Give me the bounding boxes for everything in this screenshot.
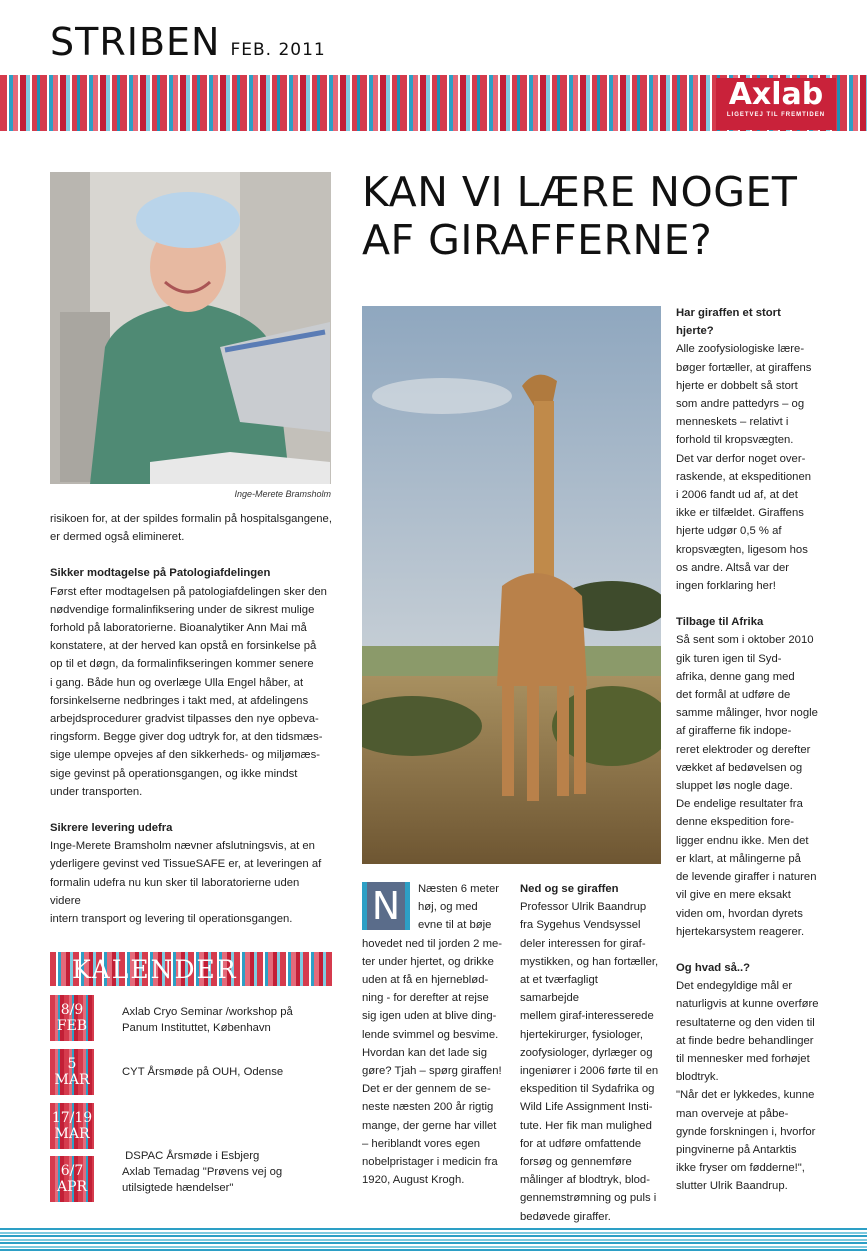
text-line: hjertekarsystem reagerer. xyxy=(676,925,805,938)
text-line: raskende, at ekspeditionen xyxy=(676,470,812,483)
text-line: bøger fortæller, at giraffens xyxy=(676,361,812,374)
calendar-day: 5 xyxy=(67,1056,77,1072)
text-line: under transporten. xyxy=(50,785,143,798)
text-line: samme målinger, hvor nogle xyxy=(676,707,818,720)
text-line: at et tværfagligt samarbejde xyxy=(520,974,598,1005)
text-line: bedøvede giraffer. xyxy=(520,1210,611,1223)
section-heading: hjerte? xyxy=(676,325,714,338)
text-line: risikoen for, at der spildes formalin på hospitalsgangene, xyxy=(50,513,332,525)
text-line: tute. Her fik man mulighed xyxy=(520,1119,652,1132)
footer-stripe-bar xyxy=(0,1228,867,1252)
event-line: Panum Instituttet, København xyxy=(122,1022,271,1034)
text-line: arbejdsprocedurer gradvist tilpasses den nye opbeva- xyxy=(50,713,319,726)
calendar-date-badge xyxy=(50,1103,94,1149)
calendar-month: MAR xyxy=(54,1072,90,1088)
text-line: kropsvægten, ligesom hos xyxy=(676,543,808,556)
text-line: forhold på laboratorierne. Bioanalytiker Ann Mai må xyxy=(50,622,307,635)
newsletter-title: STRIBEN xyxy=(50,20,221,64)
event-line: CYT Årsmøde på OUH, Odense xyxy=(122,1066,284,1078)
text-line: i gang. Både hun og overlæge Ulla Engel håber, at xyxy=(50,676,304,689)
text-line: sig igen uden at blive ding- xyxy=(362,1010,497,1023)
text-line: Det er der gennem de se- xyxy=(362,1083,491,1096)
text-line: Wild Life Assignment Insti- xyxy=(520,1101,653,1114)
text-line: vækket af bedøvelsen og xyxy=(676,761,803,774)
calendar-event-text xyxy=(122,1164,322,1196)
logo-tagline: LIGETVEJ TIL FREMTIDEN xyxy=(726,112,826,118)
text-line: til mennesker med forhøjet xyxy=(676,1052,810,1065)
text-line: os andre. Altså var der xyxy=(676,561,790,574)
calendar-date-badge xyxy=(50,995,94,1041)
text-line: mellem giraf-interesserede xyxy=(520,1010,654,1023)
text-line: ekspedition til Sydafrika og xyxy=(520,1083,655,1096)
text-line: som andre pattedyrs – og xyxy=(676,398,805,411)
text-line: afrika, denne gang med xyxy=(676,670,795,683)
text-line: Næsten 6 meter xyxy=(418,883,499,895)
text-line: gennemstrømning og puls i xyxy=(520,1192,657,1205)
masthead xyxy=(50,20,326,68)
section-heading: Har giraffen et stort xyxy=(676,307,781,319)
text-line: hjertekirurger, fysiologer, xyxy=(520,1028,644,1041)
text-line: målinger af blodtryk, blod- xyxy=(520,1174,650,1187)
section-heading: Tilbage til Afrika xyxy=(676,616,764,629)
text-line: ingeniører i 2006 førte til en xyxy=(520,1065,659,1078)
calendar-day: 17/19 xyxy=(51,1110,93,1126)
text-line: ligger endnu ikke. Men det xyxy=(676,834,809,847)
text-line: Alle zoofysiologiske lære- xyxy=(676,343,805,356)
text-line: gynde forskningen i, hvorfor xyxy=(676,1125,816,1138)
text-line: er klart, at målingerne på xyxy=(676,852,801,865)
section-heading: Sikrere levering udefra xyxy=(50,822,173,835)
text-line: lende svimmel og besvime. xyxy=(362,1028,499,1041)
text-line: Det endegyldige mål er xyxy=(676,980,793,993)
text-line: uden at få en hjerneblød- xyxy=(362,974,489,987)
text-line: resultaterne og den viden til xyxy=(676,1016,815,1029)
text-line: for at udføre omfattende xyxy=(520,1137,642,1150)
event-line: Axlab Temadag "Prøvens vej og xyxy=(122,1166,283,1178)
giraffe-photo xyxy=(362,306,661,864)
column-left xyxy=(50,510,332,928)
text-line: "Når det er lykkedes, kunne xyxy=(676,1089,815,1102)
text-line: gik turen igen til Syd- xyxy=(676,652,782,665)
column-right xyxy=(676,304,822,1196)
text-line: ikke fryser om fødderne!", xyxy=(676,1162,805,1175)
text-line: yderligere gevinst ved TissueSAFE er, at leveringen af xyxy=(50,858,322,871)
text-line: Inge-Merete Bramsholm nævner afslutningsvis, at en xyxy=(50,840,315,853)
event-line: utilsigtede hændelser" xyxy=(122,1182,234,1194)
calendar-month: FEB xyxy=(56,1018,88,1034)
text-line: – heriblandt vores egen xyxy=(362,1137,481,1150)
text-line: deler interessen for giraf- xyxy=(520,937,646,950)
text-line: sige gevinst på operationsgangen, og ikke mindst xyxy=(50,767,298,780)
calendar-day: 6/7 xyxy=(60,1163,84,1179)
text-line: op til et døgn, da formalinfikseringen kommer senere xyxy=(50,658,314,671)
event-line: Axlab Cryo Seminar /workshop på xyxy=(122,1006,293,1018)
text-line: slutter Ulrik Baandrup. xyxy=(676,1180,788,1193)
text-line: fra Sygehus Vendsyssel xyxy=(520,919,641,932)
text-line: af girafferne fik indope- xyxy=(676,725,792,738)
event-line: DSPAC Årsmøde i Esbjerg xyxy=(122,1150,260,1162)
text-line: pingvinerne på Antarktis xyxy=(676,1143,797,1156)
headline-line: KAN VI LÆRE NOGET xyxy=(362,168,798,216)
text-line: ikke er tilfældet. Giraffens xyxy=(676,507,804,520)
text-line: menneskets – relativt i xyxy=(676,416,789,429)
text-line: intern transport og levering til operationsgangen. xyxy=(50,913,293,926)
text-line: det formål at udføre de xyxy=(676,689,791,702)
text-line: hjerte udgør 0,5 % af xyxy=(676,525,782,538)
column-middle-left xyxy=(362,880,509,1189)
text-line: mystikken, og han fortæller, xyxy=(520,955,659,968)
drop-cap-letter: N xyxy=(367,882,405,930)
calendar-month: MAR xyxy=(54,1126,90,1142)
text-line: gøre? Tjah – spørg giraffen! xyxy=(362,1065,502,1078)
text-line: hovedet ned til jorden 2 me- xyxy=(362,937,503,950)
section-heading: Og hvad så..? xyxy=(676,961,751,974)
text-line: at finde bedre behandlinger xyxy=(676,1034,814,1047)
text-line: ning - for derefter at rejse xyxy=(362,992,489,1005)
text-line: Det var derfor noget over- xyxy=(676,452,806,465)
column-middle-right xyxy=(520,880,660,1226)
text-line: man overveje at påbe- xyxy=(676,1107,789,1120)
text-line: konstatere, at der herved kan opstå en forsinkelse på xyxy=(50,640,317,653)
text-line: denne ekspedition fore- xyxy=(676,816,795,829)
section-heading: Ned og se giraffen xyxy=(520,883,619,895)
calendar-event-text xyxy=(122,1004,322,1036)
calendar-event-text xyxy=(122,1064,322,1080)
portrait-photo xyxy=(50,172,331,484)
text-line: er dermed også elimineret. xyxy=(50,531,185,544)
text-line: forsinkelserne nedbringes i takt med, at afdelingens xyxy=(50,694,309,707)
text-line: vil give en mere eksakt xyxy=(676,889,791,902)
logo-name: Axlab xyxy=(728,77,824,112)
issue-date: FEB. 2011 xyxy=(230,40,326,60)
text-line: evne til at bøje xyxy=(418,919,492,932)
text-line: viden om, hvordan dyrets xyxy=(676,907,803,920)
section-heading: Sikker modtagelse på Patologiafdelingen xyxy=(50,567,271,580)
text-line: zoofysiologer, dyrlæger og xyxy=(520,1046,653,1059)
photo-caption: Inge-Merete Bramsholm xyxy=(234,489,331,499)
axlab-logo xyxy=(716,78,836,130)
text-line: Først efter modtagelsen på patologiafdelingen sker den xyxy=(50,585,327,598)
text-line: formalin udefra nu kun sker til laboratorierne uden videre xyxy=(50,876,300,907)
text-line: Professor Ulrik Baandrup xyxy=(520,901,647,914)
text-line: blodtryk. xyxy=(676,1071,719,1084)
text-line: Så sent som i oktober 2010 xyxy=(676,634,814,647)
text-line: De endelige resultater fra xyxy=(676,798,803,811)
text-line: reret elektroder og derefter xyxy=(676,743,811,756)
calendar-day: 8/9 xyxy=(60,1002,84,1018)
text-line: forhold til kropsvægten. xyxy=(676,434,794,447)
calendar-title: KALENDER xyxy=(72,955,238,984)
text-line: sige ulempe opvejes af den sikkerheds- og miljømæs- xyxy=(50,749,320,762)
text-line: mange, der gerne har villet xyxy=(362,1119,497,1132)
text-line: høj, og med xyxy=(418,901,478,914)
calendar-date-badge xyxy=(50,1156,94,1202)
calendar-month: APR xyxy=(56,1179,88,1195)
article-headline xyxy=(362,168,832,264)
headline-line: AF GIRAFFERNE? xyxy=(362,216,713,264)
text-line: i 2006 fandt ud af, at det xyxy=(676,489,798,502)
text-line: sluppet løs nogle dage. xyxy=(676,780,793,793)
text-line: naturligvis at kunne overføre xyxy=(676,998,819,1011)
text-line: ringsform. Begge giver dog udtryk for, at den tidsmæs- xyxy=(50,731,323,744)
text-line: hjerte er dobbelt så stort xyxy=(676,379,798,392)
text-line: ingen forklaring her! xyxy=(676,580,776,593)
text-line: Hvordan kan det lade sig xyxy=(362,1046,487,1059)
text-line: 1920, August Krogh. xyxy=(362,1174,465,1187)
text-line: ter under hjertet, og drikke xyxy=(362,955,494,968)
text-line: nobelpristager i medicin fra xyxy=(362,1156,498,1169)
text-line: neste næsten 200 år rigtig xyxy=(362,1101,494,1114)
text-line: de levende giraffer i naturen xyxy=(676,871,817,884)
text-line: forsøg og gennemføre xyxy=(520,1156,632,1169)
text-line: nødvendige formalinfiksering under de sikrest mulige xyxy=(50,603,315,616)
calendar-date-badge xyxy=(50,1049,94,1095)
